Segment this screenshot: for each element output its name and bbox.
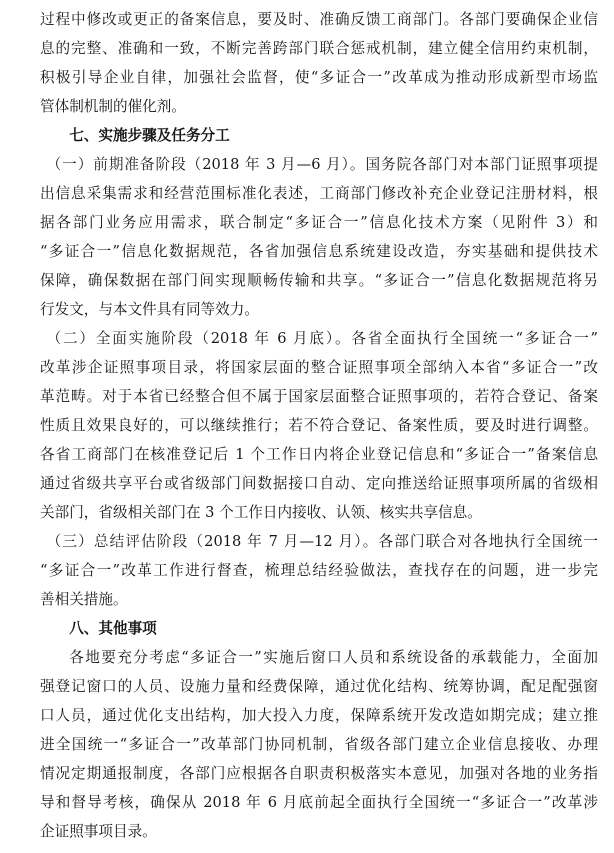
section-heading: 七、实施步骤及任务分工 — [69, 127, 230, 144]
phase-title: 前期准备阶段 — [93, 156, 187, 173]
phase-first-line — [40, 324, 598, 353]
phase-3-paragraph — [40, 527, 598, 614]
section-heading: 八、其他事项 — [69, 620, 157, 637]
text-line: 出信息采集需求和经营范围标准化表述，工商部门修改补充企业登记注册材料，根 — [40, 185, 598, 202]
text-line: “多证合一”改革工作进行督查，梳理总结经验做法，查找存在的问题，进一步完 — [40, 562, 598, 579]
section-7 — [40, 121, 598, 614]
text-line: 革范畴。对于本省已经整合但不属于国家层面整合证照事项的，若符合登记、备案 — [40, 388, 598, 405]
phase-marker: （三） — [46, 533, 94, 550]
intro-paragraph — [40, 5, 598, 121]
phase-first-line — [40, 527, 598, 556]
text-line: 性质且效果良好的，可以继续推行；若不符合登记、备案性质，要及时进行调整。 — [40, 417, 598, 434]
phase-first-line-text: （2018 年 7 月—12 月）。各部门联合对各地执行全国统一 — [188, 533, 598, 550]
phase-2-paragraph — [40, 324, 598, 527]
phase-title: 总结评估阶段 — [93, 533, 189, 550]
text-line: 积极引导企业自律，加强社会监督，使“多证合一”改革成为推动形成新型市场监 — [40, 69, 598, 86]
text-line: 各地要充分考虑“多证合一”实施后窗口人员和系统设备的承载能力，全面加 — [69, 649, 598, 666]
text-line: 各省工商部门在核准登记后 1 个工作日内将企业登记信息和“多证合一”备案信息 — [40, 446, 598, 463]
text-line: 息的完整、准确和一致，不断完善跨部门联合惩戒机制，建立健全信用约束机制， — [40, 40, 598, 57]
section-8-paragraph — [40, 643, 598, 846]
text-line: “多证合一”信息化数据规范，各省加强信息系统建设改造，夯实基础和提供技术 — [40, 243, 598, 260]
text-line: 口人员，通过优化支出结构，加大投入力度，保障系统开发改造如期完成；建立推 — [40, 707, 598, 724]
text-line: 管体制机制的催化剂。 — [40, 98, 186, 115]
text-line: 情况定期通报制度，各部门应根据各自职责积极落实本意见，加强对各地的业务指 — [40, 765, 598, 782]
text-line: 过程中修改或更正的备案信息，要及时、准确反馈工商部门。各部门要确保企业信 — [40, 11, 598, 28]
text-line: 善相关措施。 — [40, 591, 128, 608]
phase-marker: （一） — [46, 156, 94, 173]
phase-first-line-text: （2018 年 3 月—6 月）。国务院各部门对本部门证照事项提 — [186, 156, 598, 173]
section-8 — [40, 614, 598, 846]
text-line: 保障，确保数据在部门间实现顺畅传输和共享。“多证合一”信息化数据规范将另 — [40, 272, 598, 289]
phase-1-paragraph — [40, 150, 598, 324]
text-line: 强登记窗口的人员、设施力量和经费保障，通过优化结构、统筹协调，配足配强窗 — [40, 678, 598, 695]
text-line: 行发文，与本文件具有同等效力。 — [40, 301, 259, 318]
text-line: 进全国统一“多证合一”改革部门协同机制，省级各部门建立企业信息接收、办理 — [40, 736, 598, 753]
phase-title: 全面实施阶段 — [95, 330, 195, 347]
text-line: 改革涉企证照事项目录，将国家层面的整合证照事项全部纳入本省“多证合一”改 — [40, 359, 598, 376]
text-line: 关部门，省级相关部门在 3 个工作日内接收、认领、核实共享信息。 — [40, 504, 482, 521]
phase-first-line — [40, 150, 598, 179]
text-line: 通过省级共享平台或省级部门间数据接口自动、定向推送给证照事项所属的省级相 — [40, 475, 598, 492]
text-line: 据各部门业务应用需求，联合制定“多证合一”信息化技术方案（见附件 3）和 — [40, 214, 598, 231]
text-line: 导和督导考核，确保从 2018 年 6 月底前起全面执行全国统一“多证合一”改革涉 — [40, 794, 598, 811]
phase-marker: （二） — [46, 330, 96, 347]
text-line: 企证照事项目录。 — [40, 823, 157, 840]
phase-first-line-text: （2018 年 6 月底）。各省全面执行全国统一“多证合一” — [194, 330, 598, 347]
